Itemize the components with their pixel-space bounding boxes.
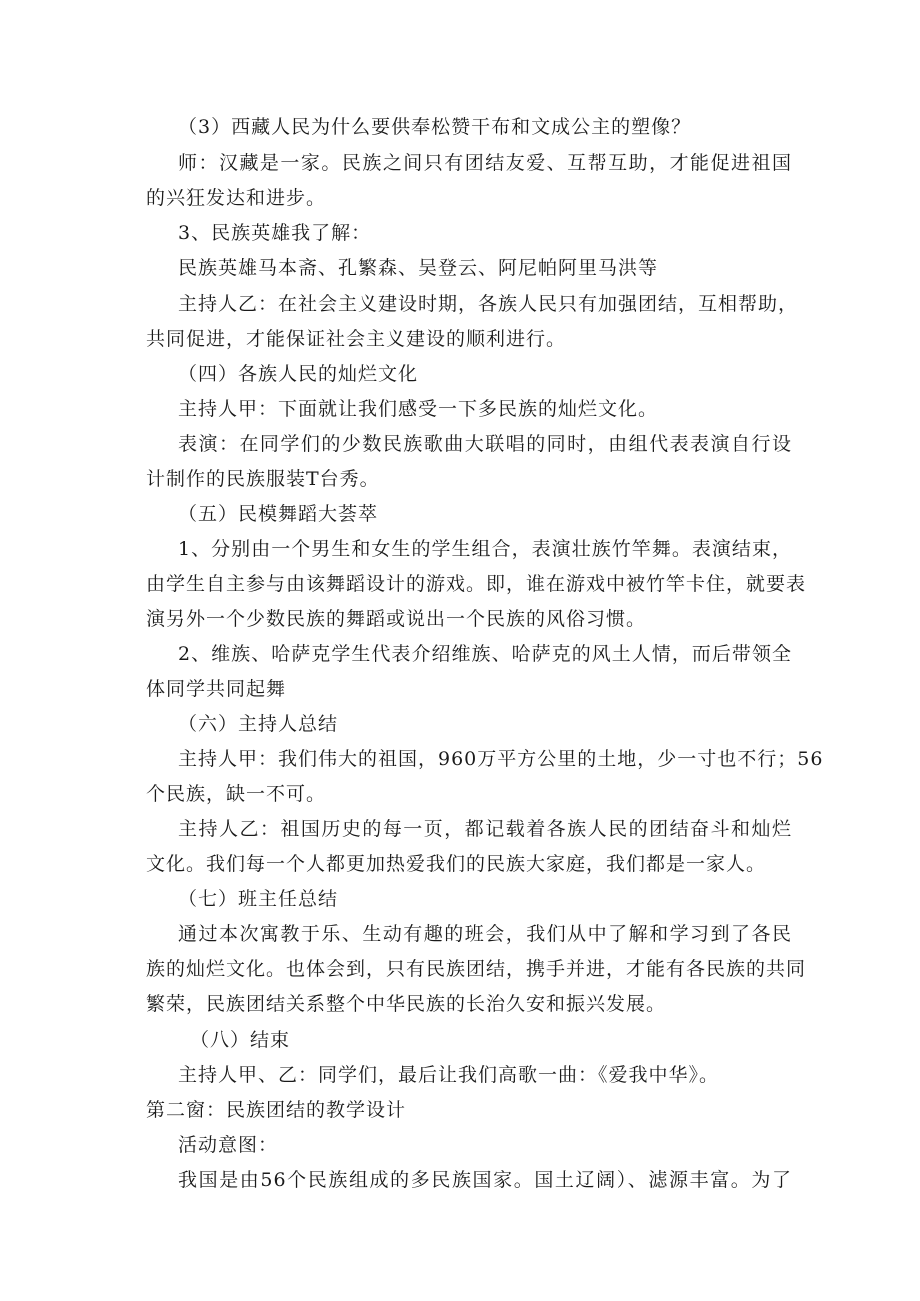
section-3-heading: 3、民族英雄我了解： — [178, 222, 372, 244]
host-b-summary: 主持人乙：祖国历史的每一页，都记载着各族人民的团结奋斗和灿烂 — [178, 818, 792, 840]
dance-item-1-cont2: 演另外一个少数民族的舞蹈或说出一个民族的风俗习惯。 — [146, 608, 647, 630]
section-six-heading: （六）主持人总结 — [178, 713, 339, 735]
host-b-summary-cont: 文化。我们每一个人都更加热爱我们的民族大家庭，我们都是一家人。 — [146, 853, 767, 875]
section-five-heading: （五）民模舞蹈大荟萃 — [178, 503, 379, 525]
teacher-line: 师：汉藏是一家。民族之间只有团结友爱、互帮互助，才能促进祖国 — [178, 152, 792, 174]
section-eight-heading: （八）结束 — [190, 1029, 291, 1051]
teacher-summary-cont: 族的灿烂文化。也体会到，只有民族团结，携手并进，才能有各民族的共同 — [146, 958, 807, 980]
dance-item-2: 2、维族、哈萨克学生代表介绍维族、哈萨克的风土人情，而后带领全 — [178, 643, 792, 665]
host-b-line: 主持人乙：在社会主义建设时期，各族人民只有加强团结，互相帮助， — [178, 293, 799, 315]
activity-intent-text: 我国是由56个民族组成的多民族国家。国土辽阔）、滤源丰富。为了 — [178, 1169, 792, 1191]
performance-line: 表演：在同学们的少数民族歌曲大联唱的同时，由组代表表演自行设 — [178, 433, 792, 455]
dance-item-1: 1、分别由一个男生和女生的学生组合，表演壮族竹竿舞。表演结束， — [178, 538, 792, 560]
teacher-summary: 通过本次寓教于乐、生动有趣的班会，我们从中了解和学习到了各民 — [178, 923, 792, 945]
section-four-heading: （四）各族人民的灿烂文化 — [178, 363, 419, 385]
host-a-summary-cont: 个民族，缺一不可。 — [146, 783, 327, 805]
section-seven-heading: （七）班主任总结 — [178, 888, 339, 910]
dance-item-2-cont: 体同学共同起舞 — [146, 678, 287, 700]
host-a-summary: 主持人甲：我们伟大的祖国，960万平方公里的土地，少一寸也不行；56 — [178, 748, 824, 770]
host-a-line: 主持人甲：下面就让我们感受一下多民族的灿烂文化。 — [178, 398, 659, 420]
closing-line: 主持人甲、乙：同学们，最后让我们高歌一曲：《爱我中华》。 — [178, 1064, 720, 1086]
question-3: （3）西藏人民为什么要供奉松赞干布和文成公主的塑像？ — [178, 116, 692, 138]
activity-intent-label: 活动意图： — [178, 1134, 279, 1156]
second-window-heading: 第二窗：民族团结的教学设计 — [146, 1099, 407, 1121]
host-b-line-cont: 共同促进，才能保证社会主义建设的顺利进行。 — [146, 328, 567, 350]
performance-line-cont: 计制作的民族服装T台秀。 — [146, 468, 380, 490]
teacher-line-cont: 的兴狂发达和进步。 — [146, 187, 327, 209]
dance-item-1-cont: 由学生自主参与由该舞蹈设计的游戏。即，谁在游戏中被竹竿卡住，就要表 — [146, 573, 807, 595]
heroes-list: 民族英雄马本斋、孔繁森、吴登云、阿尼帕阿里马洪等 — [178, 257, 659, 279]
teacher-summary-cont2: 繁荣，民族团结关系整个中华民族的长治久安和振兴发展。 — [146, 993, 667, 1015]
